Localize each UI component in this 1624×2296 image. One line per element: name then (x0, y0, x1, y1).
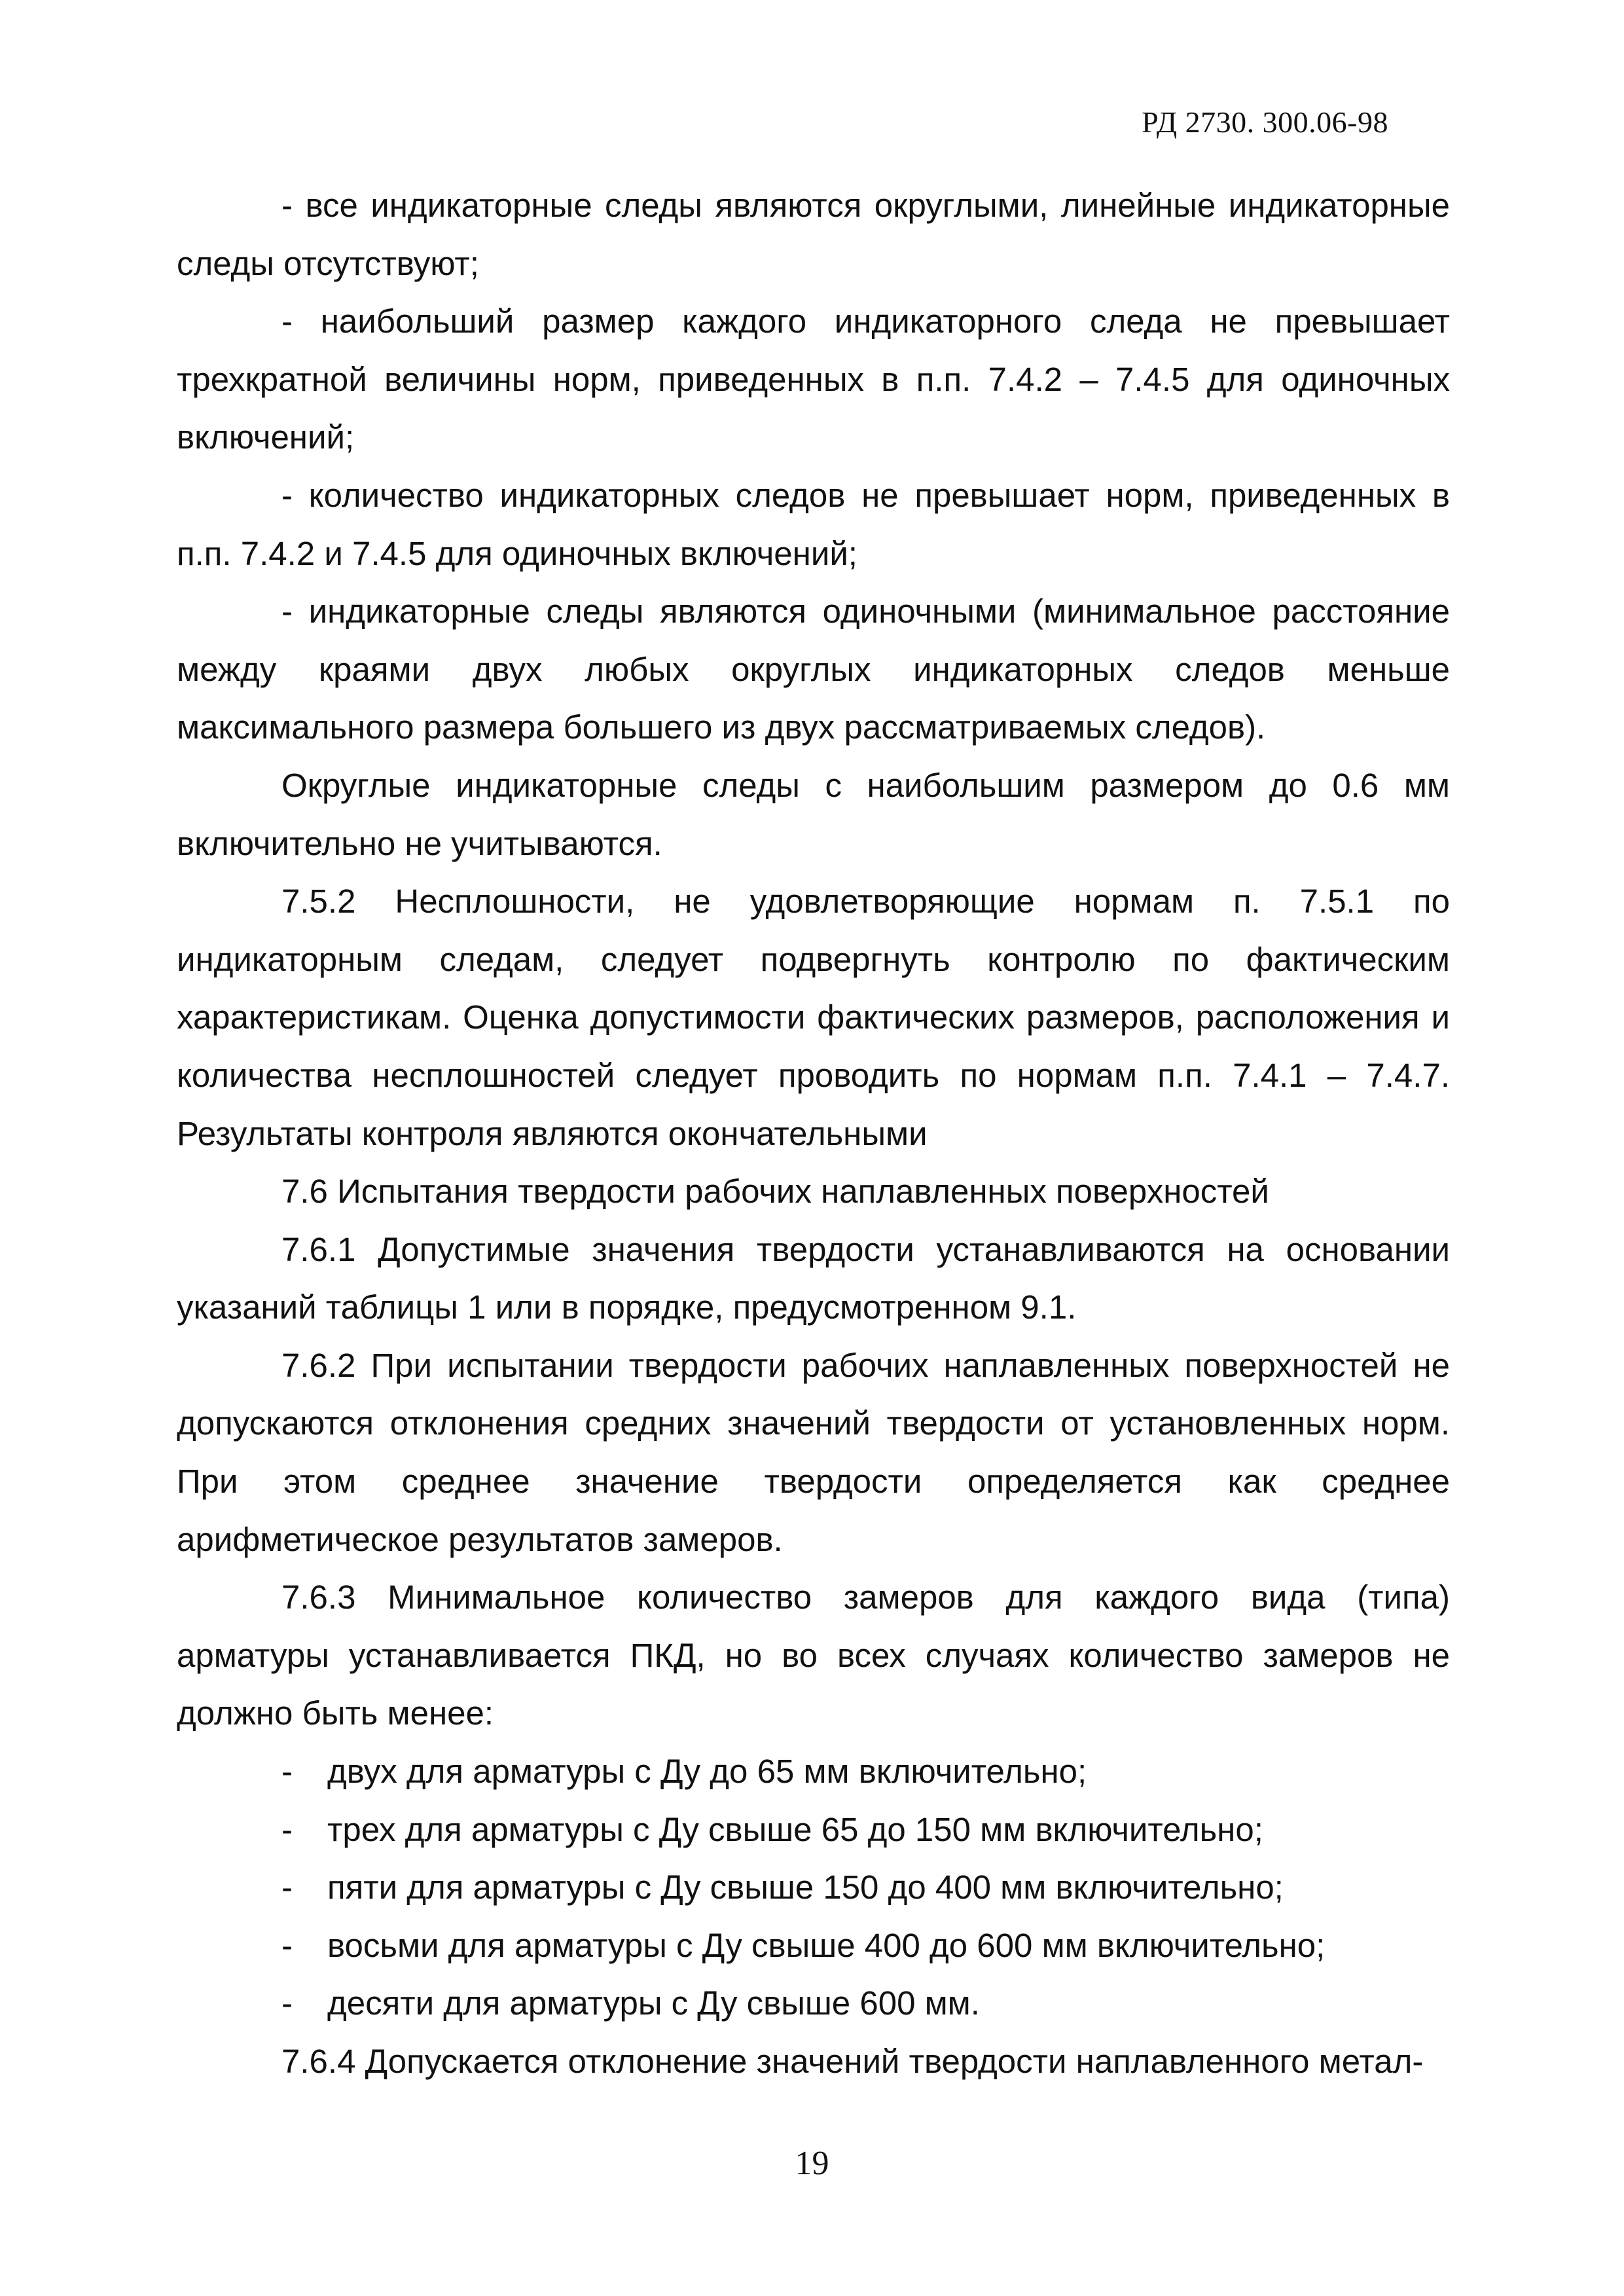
list-dash: - (281, 1753, 293, 1791)
list-item-text: восьми для арматуры с Ду свыше 400 до 600 мм включительно; (327, 1926, 1326, 1964)
paragraph: - количество индикаторных следов не превышает норм, приведенных в п.п. 7.4.2 и 7.4.5 для одиночных включений; (177, 476, 1450, 572)
page-number: 19 (795, 2145, 829, 2182)
paragraph: Округлые индикаторные следы с наибольшим размером до 0.6 мм включительно не учитываются. (177, 766, 1450, 862)
paragraph: - индикаторные следы являются одиночными (минимальное расстояние между краями двух любых округлых индикаторных следов меньше максимального размера большего из двух рассматриваемых следов). (177, 592, 1450, 746)
list-item (177, 1859, 1450, 1917)
paragraph: 7.6.4 Допускается отклонение значений твердости наплавленного метал- (281, 2043, 1424, 2080)
paragraph: - все индикаторные следы являются округлыми, линейные индикаторные следы отсутствуют; (177, 187, 1450, 282)
list-item-text: десяти для арматуры с Ду свыше 600 мм. (327, 1984, 980, 2022)
list-dash: - (281, 1868, 293, 1906)
list-item (177, 1917, 1450, 1975)
list-item (177, 1975, 1450, 2033)
paragraph: 7.6.2 При испытании твердости рабочих наплавленных поверхностей не допускаются отклонения средних значений твердости от установленных норм. При этом среднее значение твердости определяется как среднее арифметическое результатов замеров. (177, 1346, 1450, 1558)
section-heading: 7.6 Испытания твердости рабочих наплавленных поверхностей (281, 1173, 1269, 1211)
list-dash: - (281, 1810, 293, 1848)
paragraph: 7.6.3 Минимальное количество замеров для каждого вида (типа) арматуры устанавливается ПКД, но во всех случаях количество замеров не должно быть менее: (177, 1578, 1450, 1732)
list-dash: - (281, 1984, 293, 2022)
paragraph: 7.6.1 Допустимые значения твердости устанавливаются на основании указаний таблицы 1 или в порядке, предусмотренном 9.1. (177, 1230, 1450, 1326)
paragraph: 7.5.2 Несплошности, не удовлетворяющие нормам п. 7.5.1 по индикаторным следам, следует подвергнуть контролю по фактическим характеристикам. Оценка допустимости фактических размеров, расположения и количества несплошностей следует проводить по нормам п.п. 7.4.1 – 7.4.7. Результаты контроля являются окончательными (177, 883, 1450, 1152)
document-body (177, 177, 1450, 2091)
list-dash: - (281, 1926, 293, 1964)
list-item-text: трех для арматуры с Ду свыше 65 до 150 мм включительно; (327, 1810, 1263, 1848)
list-item (177, 1743, 1450, 1801)
document-code: РД 2730. 300.06-98 (1142, 105, 1388, 139)
paragraph: - наибольший размер каждого индикаторного следа не превышает трехкратной величины норм, приведенных в п.п. 7.4.2 – 7.4.5 для одиночных включений; (177, 302, 1450, 456)
list-item (177, 1801, 1450, 1859)
list-item-text: двух для арматуры с Ду до 65 мм включительно; (327, 1753, 1087, 1791)
list-item-text: пяти для арматуры с Ду свыше 150 до 400 мм включительно; (327, 1868, 1284, 1906)
